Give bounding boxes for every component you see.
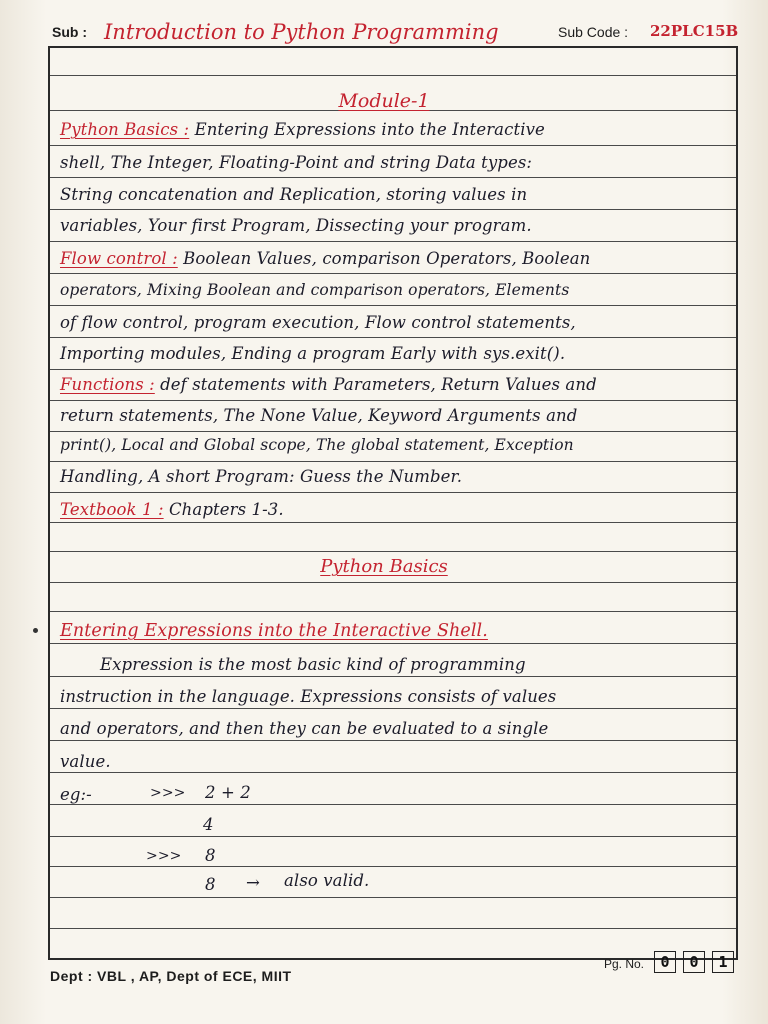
example-label: eg:- [60, 785, 92, 804]
module-title-text: Module-1 [338, 90, 430, 112]
ruled-line [50, 551, 736, 552]
body-line: instruction in the language. Expressions consists of values [60, 687, 557, 706]
ruled-line [50, 400, 736, 401]
syllabus-line: Importing modules, Ending a program Early with sys.exit(). [60, 344, 566, 363]
ruled-line [50, 209, 736, 210]
margin-dot [33, 628, 38, 633]
ruled-line [50, 337, 736, 338]
ruled-line [50, 369, 736, 370]
ruled-line [50, 75, 736, 76]
ruled-line [50, 461, 736, 462]
syllabus-line: variables, Your first Program, Dissecting your program. [60, 216, 532, 235]
syllabus-line: Handling, A short Program: Guess the Number. [60, 467, 463, 486]
example-expression: 8 [205, 846, 216, 865]
syllabus-line: Python Basics : Entering Expressions into the Interactive [60, 120, 545, 139]
ruled-line [50, 643, 736, 644]
ruled-line [50, 241, 736, 242]
syllabus-line: Flow control : Boolean Values, comparison Operators, Boolean [60, 249, 591, 268]
syllabus-line: Functions : def statements with Parameters, Return Values and [60, 375, 597, 394]
example-result: 8 [205, 875, 216, 894]
ruled-line [50, 522, 736, 523]
syllabus-line: Textbook 1 : Chapters 1-3. [60, 500, 284, 519]
sub-code-label: Sub Code : [558, 24, 629, 40]
page-number-label: Pg. No. [604, 957, 645, 971]
arrow-icon: → [246, 873, 260, 892]
ruled-line [50, 708, 736, 709]
ruled-line [50, 897, 736, 898]
ruled-line [50, 804, 736, 805]
page-number-digit: 1 [712, 951, 734, 973]
ruled-line [50, 145, 736, 146]
ruled-line [50, 928, 736, 929]
ruled-line [50, 866, 736, 867]
ruled-line [50, 305, 736, 306]
syllabus-line: return statements, The None Value, Keyword Arguments and [60, 406, 578, 425]
ruled-line [50, 772, 736, 773]
ruled-line [50, 611, 736, 612]
example-expression: 2 + 2 [205, 783, 251, 802]
ruled-line [50, 676, 736, 677]
dept-info: Dept : VBL , AP, Dept of ECE, MIIT [50, 968, 292, 984]
syllabus-line: print(), Local and Global scope, The global statement, Exception [60, 436, 574, 454]
sub-code: 22PLC15B [650, 22, 739, 40]
syllabus-line: of flow control, program execution, Flow control statements, [60, 313, 576, 332]
body-line: and operators, and then they can be evaluated to a single [60, 719, 549, 738]
body-line: value. [60, 752, 111, 771]
syllabus-line: shell, The Integer, Floating-Point and string Data types: [60, 153, 533, 172]
sub-label: Sub : [52, 24, 87, 40]
subsection-title: Entering Expressions into the Interactive Shell. [60, 621, 488, 641]
example-result: 4 [203, 815, 214, 834]
syllabus-line: String concatenation and Replication, storing values in [60, 185, 528, 204]
body-line: Expression is the most basic kind of programming [100, 655, 526, 674]
example-prompt: >>> [150, 785, 186, 801]
ruled-line [50, 582, 736, 583]
section-title-text: Python Basics [320, 556, 448, 577]
example-note: also valid. [284, 871, 370, 890]
syllabus-line: operators, Mixing Boolean and comparison operators, Elements [60, 281, 570, 299]
page-number-digit: 0 [654, 951, 676, 973]
ruled-line [50, 273, 736, 274]
section-title [0, 556, 768, 577]
subject-title: Introduction to Python Programming [104, 20, 499, 44]
ruled-line [50, 836, 736, 837]
example-prompt: >>> [146, 848, 182, 864]
module-title [0, 90, 768, 112]
ruled-line [50, 492, 736, 493]
ruled-line [50, 740, 736, 741]
page-number-digit: 0 [683, 951, 705, 973]
ruled-line [50, 431, 736, 432]
ruled-line [50, 177, 736, 178]
